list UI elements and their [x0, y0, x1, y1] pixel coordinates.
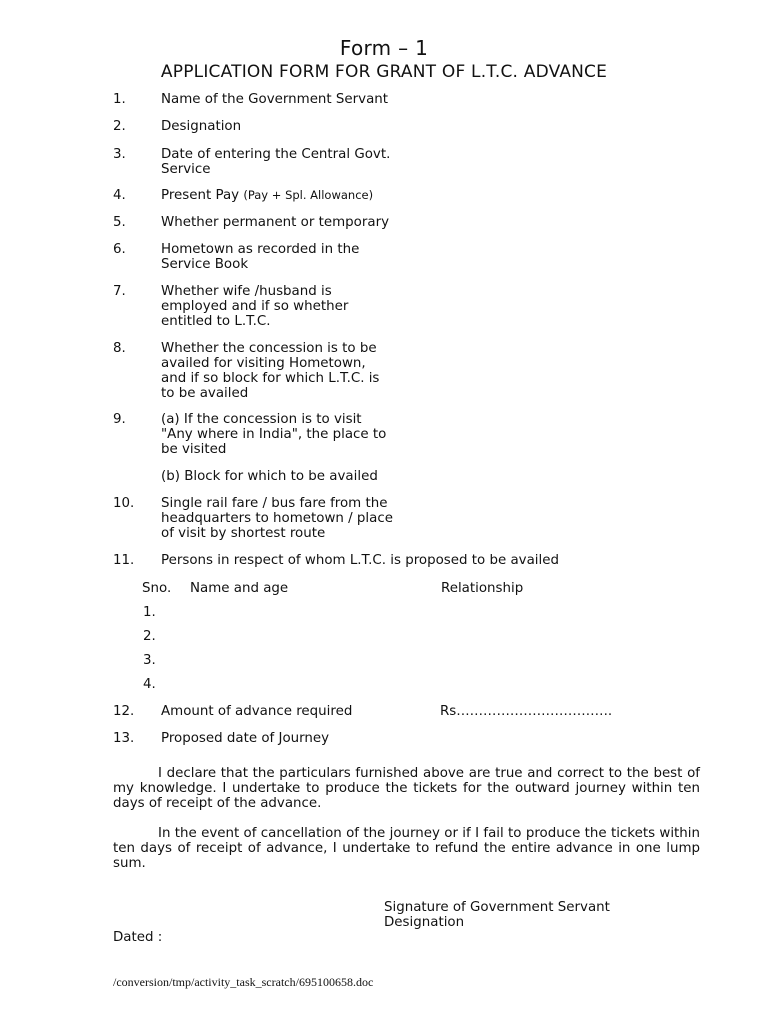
item-number: 9. [113, 412, 126, 427]
table-row-sno: 3. [143, 653, 156, 668]
declaration-paragraph: I declare that the particulars furnished above are true and correct to the best of my knowledge. I undertake to produce the tickets for the outward journey within ten days of receipt of the advance. [113, 766, 700, 811]
item-label-line: and if so block for which L.T.C. is [161, 371, 380, 386]
item-label [161, 242, 359, 272]
item-label-line: Designation [161, 119, 242, 134]
item-label [161, 92, 388, 107]
item-label-line: employed and if so whether [161, 299, 349, 314]
item-number: 1. [113, 92, 126, 107]
item-label [161, 284, 348, 329]
refund-paragraph: In the event of cancellation of the journey or if I fail to produce the tickets within ten days of receipt of advance, I undertake to refund the entire advance in one lump sum. [113, 826, 700, 871]
item-label-line: entitled to L.T.C. [161, 314, 271, 329]
item-label-line: Whether the concession is to be [161, 341, 377, 356]
item-label [161, 147, 390, 177]
item-number: 4. [113, 188, 126, 203]
item-label-line: Single rail fare / bus fare from the [161, 496, 388, 511]
item-label-line: availed for visiting Hometown, [161, 356, 366, 371]
item-number: 10. [113, 496, 135, 511]
item-label-line: Name of the Government Servant [161, 92, 389, 107]
item-number: 3. [113, 147, 126, 162]
item-label-line: headquarters to hometown / place [161, 511, 393, 526]
item-number: 6. [113, 242, 126, 257]
item-label [161, 341, 379, 401]
item-label-line: to be availed [161, 386, 249, 401]
item-number: 5. [113, 215, 126, 230]
table-row-sno: 1. [143, 605, 156, 620]
item-number: 8. [113, 341, 126, 356]
item-label-line: Whether permanent or temporary [161, 215, 390, 230]
item-label-line: "Any where in India", the place to [161, 427, 387, 442]
item-number: 12. [113, 704, 135, 719]
table-row-sno: 4. [143, 677, 156, 692]
item-label-line: Service Book [161, 257, 249, 272]
item-number: 7. [113, 284, 126, 299]
item-label-line: Whether wife /husband is [161, 284, 332, 299]
item-label-line: Persons in respect of whom L.T.C. is proposed to be availed [161, 553, 559, 568]
table-header-name: Name and age [190, 581, 289, 596]
dated-label: Dated : [113, 930, 163, 945]
item-label [161, 119, 241, 134]
item-label [161, 469, 378, 484]
item-label [161, 731, 329, 746]
amount-value: Rs…………………………….. [440, 704, 613, 719]
item-label-line: Date of entering the Central Govt. [161, 147, 391, 162]
item-number: 11. [113, 553, 135, 568]
item-label [161, 704, 352, 719]
item-label [161, 188, 373, 203]
item-label [161, 215, 389, 230]
item-label-line: be visited [161, 442, 227, 457]
item-label-line: Present Pay [161, 188, 244, 203]
footer-file-path: /conversion/tmp/activity_task_scratch/695100658.doc [113, 975, 374, 989]
item-label-line: Amount of advance required [161, 704, 353, 719]
table-header-sno: Sno. [142, 581, 172, 596]
designation-label: Designation [384, 915, 465, 930]
item-label-note: (Pay + Spl. Allowance) [243, 188, 374, 202]
item-label-line: of visit by shortest route [161, 526, 326, 541]
form-number: Form – 1 [339, 36, 429, 60]
table-row-sno: 2. [143, 629, 156, 644]
item-number: 2. [113, 119, 126, 134]
item-label-line: (a) If the concession is to visit [161, 412, 362, 427]
signature-label: Signature of Government Servant [384, 900, 610, 915]
item-label [161, 553, 559, 568]
table-header-relationship: Relationship [441, 581, 524, 596]
item-number: 13. [113, 731, 135, 746]
item-label-line: Service [161, 162, 211, 177]
item-label [161, 412, 386, 457]
item-label [161, 496, 393, 541]
item-label-line: (b) Block for which to be availed [161, 469, 378, 484]
item-label-line: Proposed date of Journey [161, 731, 330, 746]
form-title: APPLICATION FORM FOR GRANT OF L.T.C. ADVANCE [160, 62, 608, 82]
item-label-line: Hometown as recorded in the [161, 242, 360, 257]
